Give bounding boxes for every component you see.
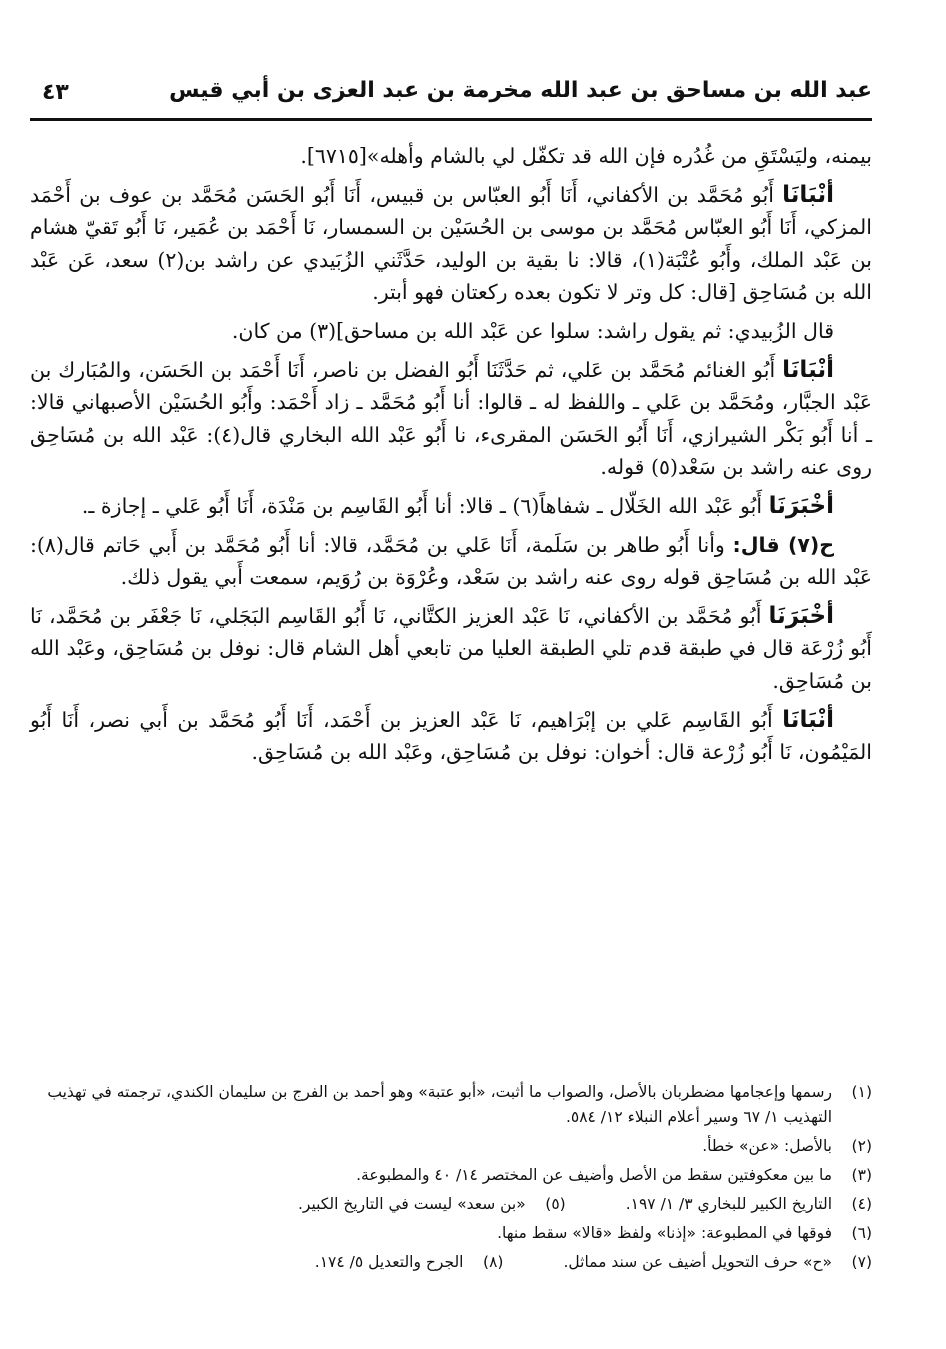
paragraph-text: قال الزُبيدي: ثم يقول راشد: سلوا عن عَبْد الله بن مساحق](٣) من كان.: [231, 318, 834, 343]
footnote-text: التاريخ الكبير للبخاري ٣/ ١/ ١٩٧.: [625, 1195, 832, 1213]
footnote-number: (٨): [483, 1253, 504, 1271]
running-header: [30, 78, 872, 114]
footnote-text: الجرح والتعديل ٥/ ١٧٤.: [314, 1253, 464, 1271]
footnote-number: (٢): [851, 1137, 872, 1155]
footnote-row: [30, 1250, 872, 1275]
footnote: [30, 1134, 872, 1159]
footnote-number: (٧): [851, 1253, 872, 1271]
paragraph-lead: ح(٧) قال:: [732, 532, 834, 557]
footnote-text: بالأصل: «عن» خطأ.: [702, 1137, 832, 1155]
footnote: [315, 1250, 504, 1275]
paragraph: [30, 315, 872, 348]
page-number: ٤٣: [42, 80, 69, 105]
footnote-number: (٥): [545, 1195, 566, 1213]
paragraph: [30, 140, 872, 173]
footnote: [563, 1250, 872, 1275]
footnote: [30, 1080, 872, 1130]
footnote-number: (٣): [851, 1166, 872, 1184]
footnote: [626, 1192, 872, 1217]
footnote: [30, 1163, 872, 1188]
footnote-text: «بن سعد» ليست في التاريخ الكبير.: [297, 1195, 526, 1213]
paragraph: [30, 179, 872, 309]
paragraph: [30, 529, 872, 594]
paragraph-text: أَبُو عَبْد الله الخَلّال ـ شفاهاً(٦) ـ قالا: أنا أَبُو القَاسِم بن مَنْدَة، أَنَا أَبُو عَلي ـ إجازة ـ.: [81, 493, 763, 518]
paragraph-lead: أخْبَرَنَا: [768, 602, 834, 629]
paragraph: [30, 490, 872, 523]
paragraph-text: أَبُو مُحَمَّد بن الأكفاني، أَنَا أَبُو العبّاس بن قبيس، أَنَا أَبُو الحَسَن مُحَمَّد بن عوف بن أَحْمَد المزكي، أَنَا أَبُو العبّاس مُحَمَّد بن موسى بن الحُسَيْن بن السمسار، نَا أَحْمَد بن عُمَير، نَا أَبُو تَقيّ هشام بن عَبْد الملك، وأَبُو عُتْبَة(١)، قالا: نا بقية بن الوليد، حَدَّثَني الزُبَيدي عن راشد بن(٢) سعد، عَن عَبْد الله بن مُسَاحِق [قال: كل وتر لا تكون بعده ركعتان فهو أبتر.: [30, 182, 872, 305]
footnote-number: (٦): [851, 1224, 872, 1242]
paragraph-lead: أخْبَرَنَا: [768, 492, 834, 519]
paragraph-text: أَبُو الغنائم مُحَمَّد بن عَلي، ثم حَدَّثَنَا أَبُو الفضل بن ناصر، أَنَا أَحْمَد بن الحَسَن، والمُبَارك بن عَبْد الجبَّار، ومُحَمَّد بن عَلي ـ واللفظ له ـ قالوا: أنا أَبُو مُحَمَّد ـ زاد أَحْمَد: وأَبُو الحُسَيْن الأصبهاني قالا: ـ أنا أَبُو بَكْر الشيرازي، أَنَا أَبُو الحَسَن المقرىء، نا أَبُو عَبْد الله البخاري قال(٤): عَبْد الله بن مُسَاحِق روى عنه راشد بن سَعْد(٥) قوله.: [30, 357, 872, 480]
paragraph-lead: أنْبَانَا: [782, 356, 834, 383]
paragraph-text: أَبُو مُحَمَّد بن الأكفاني، نَا عَبْد العزيز الكتَّاني، نَا أَبُو القَاسِم البَجَلي، نَا جَعْفَر بن مُحَمَّد، نَا أَبُو زُرْعَة قال في طبقة قدم تلي الطبقة العليا من تابعي أهل الشام قال: نوفل بن مُسَاحِق، وعَبْد الله بن مُسَاحِق.: [30, 603, 872, 693]
footnote: [30, 1221, 872, 1246]
footnote-text: «ح» حرف التحويل أضيف عن سند مماثل.: [563, 1253, 832, 1271]
paragraph-lead: أنْبَانَا: [782, 181, 834, 208]
footnotes: [30, 1080, 872, 1279]
paragraph: [30, 600, 872, 698]
footnote: [298, 1192, 566, 1217]
paragraph-text: بيمنه، وليَسْتَقِ من غُدُره فإن الله قد تكفّل لي بالشام وأهله»[٦٧١٥].: [300, 144, 872, 168]
paragraph-lead: أنْبَانَا: [782, 706, 834, 733]
header-title: عبد الله بن مساحق بن عبد الله مخرمة بن عبد العزى بن أبي قيس: [169, 78, 872, 103]
footnote-number: (٤): [851, 1195, 872, 1213]
paragraph: [30, 704, 872, 769]
footnote-text: ما بين معكوفتين سقط من الأصل وأضيف عن المختصر ١٤/ ٤٠ والمطبوعة.: [356, 1166, 832, 1184]
paragraph-text: أَبُو القَاسِم عَلي بن إبْرَاهيم، نَا عَبْد العزيز بن أَحْمَد، أَنَا أَبُو مُحَمَّد بن أَبي نصر، أَنَا أَبُو المَيْمُون، نَا أَبُو زُرْعة قال: أخوان: نوفل بن مُسَاحِق، وعَبْد الله بن مُسَاحِق.: [30, 707, 872, 765]
footnote-text: رسمها وإعجامها مضطربان بالأصل، والصواب ما أثبت، «أبو عتبة» وهو أحمد بن الفرج بن سليمان الكندي، ترجمته في تهذيب التهذيب ١/ ٦٧ وسير أعلام النبلاء ١٢/ ٥٨٤.: [47, 1083, 832, 1126]
paragraph: [30, 354, 872, 484]
paragraph-text: وأنا أَبُو طاهر بن سَلَمة، أَنَا عَلي بن مُحَمَّد، قالا: أنا أَبُو مُحَمَّد بن أَبي حَاتم قال(٨): عَبْد الله بن مُسَاحِق قوله روى عنه راشد بن سَعْد، وعُرْوَة بن رُوَيم، سمعت أَبي يقول ذلك.: [30, 532, 872, 590]
header-rule: [30, 118, 872, 121]
footnote-row: [30, 1192, 872, 1217]
footnote-number: (١): [851, 1083, 872, 1101]
main-text: [30, 140, 872, 775]
footnote-text: فوقها في المطبوعة: «إذنا» ولفظ «قالا» سقط منها.: [497, 1224, 832, 1242]
